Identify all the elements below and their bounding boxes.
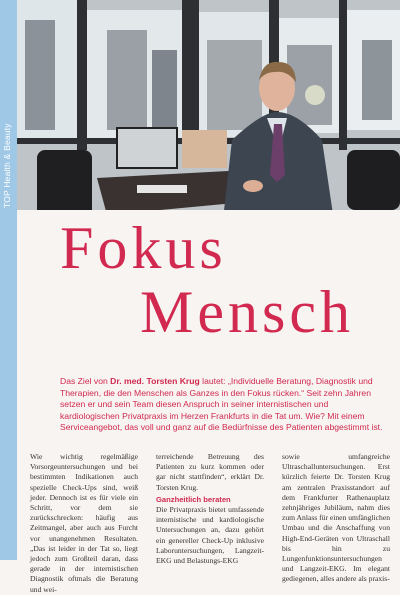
- subheading: Ganzheitlich beraten: [156, 494, 231, 504]
- intro-paragraph: [60, 376, 390, 434]
- body-column-1: [30, 452, 138, 595]
- column-1-text: Wie wichtig regelmäßige Vorsorgeuntersuchungen und bei bestimmten Indikationen auch spezielle Check-Ups sind, weiß jeder. Dennoch ist es für viele ein Schritt, vor dem sie zurückschrecken: häufig aus Zeitmangel, aber auch aus Furcht vor unangenehmen Resultaten. „Das ist leider in der Tat so, liegt jedoch zum Großteil daran, dass gerade in der internistischen Diagnostik oftmals die Beratung und wei-: [30, 452, 138, 594]
- headline-line2: Mensch: [140, 279, 354, 345]
- column-3-text: sowie umfangreiche Ultraschalluntersuchungen. Erst kürzlich feierte Dr. Torsten Krug am zentralen Praxisstandort auf dem Frankfurter Rathenauplatz zehnjähriges Jubiläum, nahm dies zum Anlass für einen umfänglichen Umbau und die Anschaffung von High-End-Geräten von Ultraschall bis hin zu Lungenfunktionsuntersuchungen und Langzeit-EKG. Im elegant gediegenen, alles andere als praxis-: [282, 452, 390, 584]
- intro-lead: Das Ziel von: [60, 376, 111, 386]
- section-label: TOP Health & Beauty: [2, 123, 12, 208]
- column-2-body-text: Die Privatpraxis bietet umfassende internistische und kardiologische Untersuchungen an, dazu gehört ein genereller Check-Up inklusive Laboruntersuchungen, Langzeit-EKG und Belastungs-EKG: [156, 505, 264, 566]
- column-2-top-text: terreichende Betreuung des Patienten zu kurz kommen oder gar nicht stattfinden“, erklärt Dr. Torsten Krug.: [156, 452, 264, 492]
- doctor-photo: [17, 0, 400, 228]
- doctor-name: Dr. med. Torsten Krug: [110, 376, 200, 386]
- office-photo-illustration: [17, 0, 400, 228]
- body-column-3: [282, 452, 390, 585]
- headline-line1: Fokus: [60, 215, 227, 281]
- body-column-2: [156, 452, 264, 566]
- intro-rest: lautet: „Individuelle Beratung, Diagnostik und Therapien, die den Menschen als Ganzes in den Fokus rücken.“ Seit zehn Jahren setzen er und sein Team diesen Anspruch in seiner internistischen und kardiologischen Privatpraxis im Herzen Frankfurts in die Tat um. Wie? Mit einem Serviceangebot, das voll und ganz auf die Bedürfnisse des Patienten abgestimmt ist.: [60, 376, 383, 432]
